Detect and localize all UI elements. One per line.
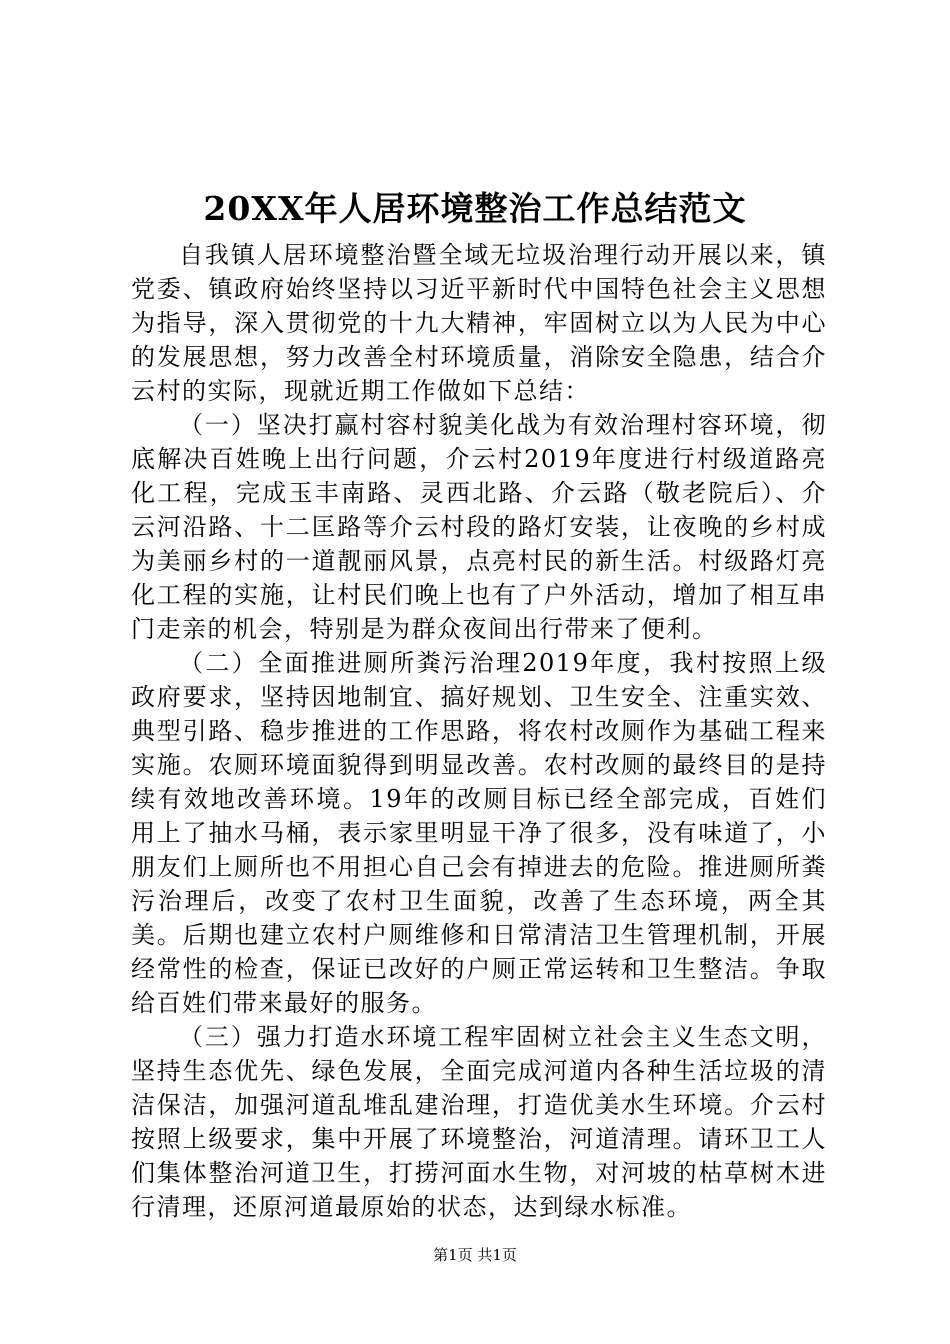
paragraph-section-2: （二）全面推进厕所粪污治理2019年度，我村按照上级政府要求，坚持因地制宜、搞好规划、卫生安全、注重实效、典型引路、稳步推进的工作思路，将农村改厕作为基础工程来实施。农厕环境面貌得到明显改善。农村改厕的最终目的是持续有效地改善环境。19年的改厕目标已经全部完成，百姓们用上了抽水马桶，表示家里明显干净了很多，没有味道了，小朋友们上厕所也不用担心自己会有掉进去的危险。推进厕所粪污治理后，改变了农村卫生面貌，改善了生态环境，两全其美。后期也建立农村户厕维修和日常清洁卫生管理机制，开展经常性的检查，保证已改好的户厕正常运转和卫生整洁。争取给百姓们带来最好的服务。 (131, 649, 827, 1017)
paragraph-section-1: （一）坚决打赢村容村貌美化战为有效治理村容环境，彻底解决百姓晚上出行问题，介云村2019年度进行村级道路亮化工程，完成玉丰南路、灵西北路、介云路（敬老院后）、介云河沿路、十二匡路等介云村段的路灯安装，让夜晚的乡村成为美丽乡村的一道靓丽风景，点亮村民的新生活。村级路灯亮化工程的实施，让村民们晚上也有了户外活动，增加了相互串门走亲的机会，特别是为群众夜间出行带来了便利。 (131, 411, 827, 643)
paragraph-section-3: （三）强力打造水环境工程牢固树立社会主义生态文明，坚持生态优先、绿色发展，全面完成河道内各种生活垃圾的清洁保洁，加强河道乱堆乱建治理，打造优美水生环境。介云村按照上级要求，集中开展了环境整治，河道清理。请环卫工人们集体整治河道卫生，打捞河面水生物，对河坡的枯草树木进行清理，还原河道最原始的状态，达到绿水标准。 (131, 1023, 827, 1221)
paragraph-intro: 自我镇人居环境整治暨全域无垃圾治理行动开展以来，镇党委、镇政府始终坚持以习近平新时代中国特色社会主义思想为指导，深入贯彻党的十九大精神，牢固树立以为人民为中心的发展思想，努力改善全村环境质量，消除安全隐患，结合介云村的实际，现就近期工作做如下总结： (131, 241, 827, 405)
document-body (131, 238, 827, 1224)
page-footer: 第1页 共1页 (433, 1246, 517, 1264)
document-title: 20XX年人居环境整治工作总结范文 (203, 189, 747, 228)
